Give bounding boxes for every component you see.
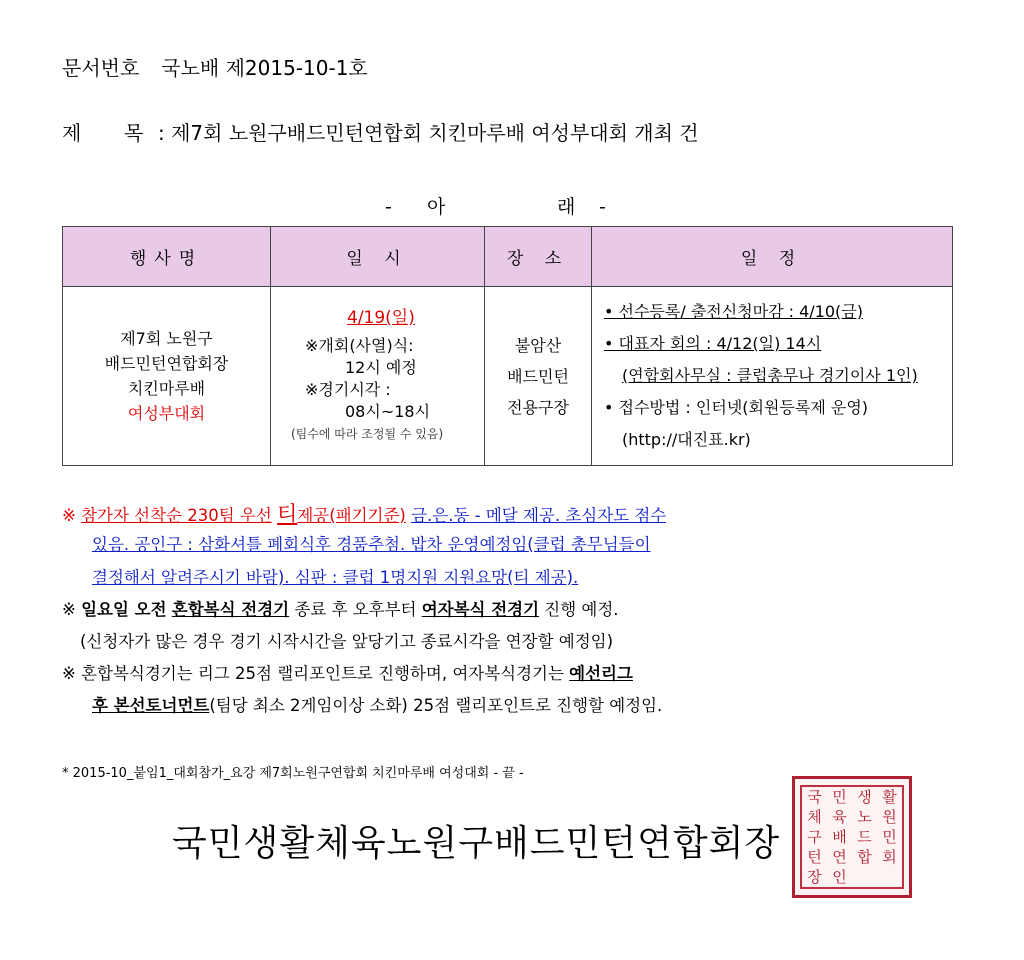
note-emphasis: 여자복식 전경기 [421, 600, 540, 619]
seal-char: 인 [832, 868, 847, 886]
note-blue-text: 결정해서 알려주시기 바람). 심판 : 클럽 1명지원 지원요망(티 제공). [92, 568, 579, 587]
header-schedule: 일 정 [592, 227, 953, 287]
section-heading [385, 192, 606, 219]
seal-char: 연 [832, 848, 847, 866]
seal-char: 배 [832, 828, 847, 846]
note-emphasis: 혼합복식 전경기 [171, 600, 290, 619]
subject-colon: : [158, 121, 165, 145]
event-name-line: 치킨마루배 [127, 379, 206, 398]
event-name-highlight: 여성부대회 [127, 404, 206, 423]
place-line: 배드민턴 [507, 366, 569, 386]
note-emphasis: 예선리그 [569, 664, 633, 683]
seal-char [877, 867, 902, 887]
note-emphasis: 후 본선토너먼트 [92, 696, 210, 715]
note-line [80, 628, 613, 652]
note-text: 진행 예정. [544, 600, 619, 619]
place-line: 전용구장 [507, 397, 569, 417]
doc-number-label: 문서번호 [62, 56, 140, 80]
note-line [92, 564, 578, 588]
official-seal [792, 776, 912, 898]
note-line [62, 596, 619, 620]
note-blue-text: 금.은.동 - 메달 제공. 초심자도 점수 [411, 506, 667, 525]
document-number [62, 52, 368, 81]
note-line [92, 692, 662, 716]
seal-char: 민 [832, 788, 847, 806]
event-name-line: 배드민턴연합회장 [104, 354, 229, 373]
note-text: 일요일 오전 [81, 600, 167, 619]
schedule-cell [592, 287, 953, 466]
place-cell [485, 287, 592, 466]
seal-characters [800, 785, 904, 889]
seal-char: 체 [807, 808, 822, 826]
event-date: 4/19(일) [347, 308, 415, 328]
header-place: 장 소 [485, 227, 592, 287]
section-dash-left: - [385, 196, 392, 218]
seal-char: 장 [807, 868, 822, 886]
schedule-subitem: (http://대진표.kr) [622, 430, 751, 449]
event-table [62, 226, 953, 466]
game-time-label: ※경기시각 : [305, 380, 391, 399]
note-red-text: 참가자 선착순 230팀 우선 [81, 506, 272, 525]
seal-char: 민 [882, 828, 897, 846]
subject-label-1: 제 [62, 121, 82, 145]
header-datetime: 일 시 [271, 227, 485, 287]
table-row [63, 287, 953, 466]
seal-char: 합 [857, 848, 872, 866]
signer-name: 국민생활체육노원구배드민턴연합회장 [172, 823, 781, 864]
place-line: 불암산 [514, 335, 562, 355]
opening-time: 12시 예정 [345, 358, 417, 377]
note-text: 종료 후 오후부터 [294, 600, 417, 619]
game-time: 08시~18시 [345, 402, 431, 421]
note-text: (신청자가 많은 경우 경기 시작시간을 앞당기고 종료시각을 연장할 예정임) [80, 632, 614, 651]
schedule-item: • 선수등록/ 출전신청마감 : 4/10(금) [604, 302, 863, 321]
reference-mark: ※ [62, 664, 76, 683]
subject-text: 제7회 노원구배드민턴연합회 치킨마루배 여성부대회 개최 건 [171, 121, 699, 145]
attachment-note: * 2015-10_붙임1_대회참가_요강 제7회노원구연합회 치킨마루배 여성대회 - 끝 - [62, 766, 524, 781]
seal-char: 원 [882, 808, 897, 826]
schedule-item: • 접수방법 : 인터넷(회원등록제 운영) [604, 398, 869, 417]
seal-char: 턴 [807, 848, 822, 866]
note-text: 혼합복식경기는 리그 25점 랠리포인트로 진행하며, 여자복식경기는 [81, 664, 564, 683]
note-ti-text: 티 [277, 502, 298, 526]
event-name-cell [63, 287, 271, 466]
seal-char: 드 [857, 828, 872, 846]
seal-char: 구 [807, 828, 822, 846]
seal-char: 육 [832, 808, 847, 826]
seal-char: 국 [807, 788, 822, 806]
note-red-text: 제공(패기기준) [297, 506, 406, 525]
table-header-row [63, 227, 953, 287]
reference-mark: ※ [62, 600, 76, 619]
opening-label: ※개회(사열)식: [305, 336, 414, 355]
subject-line [62, 117, 699, 146]
doc-number-value: 국노배 제2015-10-1호 [161, 56, 368, 80]
datetime-note: (팀수에 따라 조정될 수 있음) [291, 427, 444, 441]
schedule-subitem: (연합회사무실 : 클럽총무나 경기이사 1인) [622, 366, 918, 385]
reference-mark: ※ [62, 506, 76, 525]
seal-char: 생 [857, 788, 872, 806]
note-text: (팀당 최소 2게임이상 소화) 25점 랠리포인트로 진행할 예정임. [209, 696, 663, 715]
schedule-item: • 대표자 회의 : 4/12(일) 14시 [604, 334, 822, 353]
seal-char: 노 [857, 808, 872, 826]
section-char-1: 아 [427, 196, 446, 218]
header-event-name: 행사명 [63, 227, 271, 287]
note-line [92, 531, 651, 555]
note-line [62, 660, 633, 684]
datetime-cell [271, 287, 485, 466]
event-name-line: 제7회 노원구 [120, 329, 213, 348]
note-blue-text: 있음. 공인구 : 삼화셔틀 폐회식후 경품추첨. 밥차 운영예정임(클럽 총무님들이 [92, 535, 651, 554]
seal-char [852, 867, 877, 887]
section-char-2: 래 [557, 196, 576, 218]
seal-char: 활 [882, 788, 897, 806]
section-dash-right: - [599, 196, 606, 218]
subject-label-2: 목 [124, 121, 144, 145]
seal-char: 회 [882, 848, 897, 866]
note-line [62, 498, 666, 528]
